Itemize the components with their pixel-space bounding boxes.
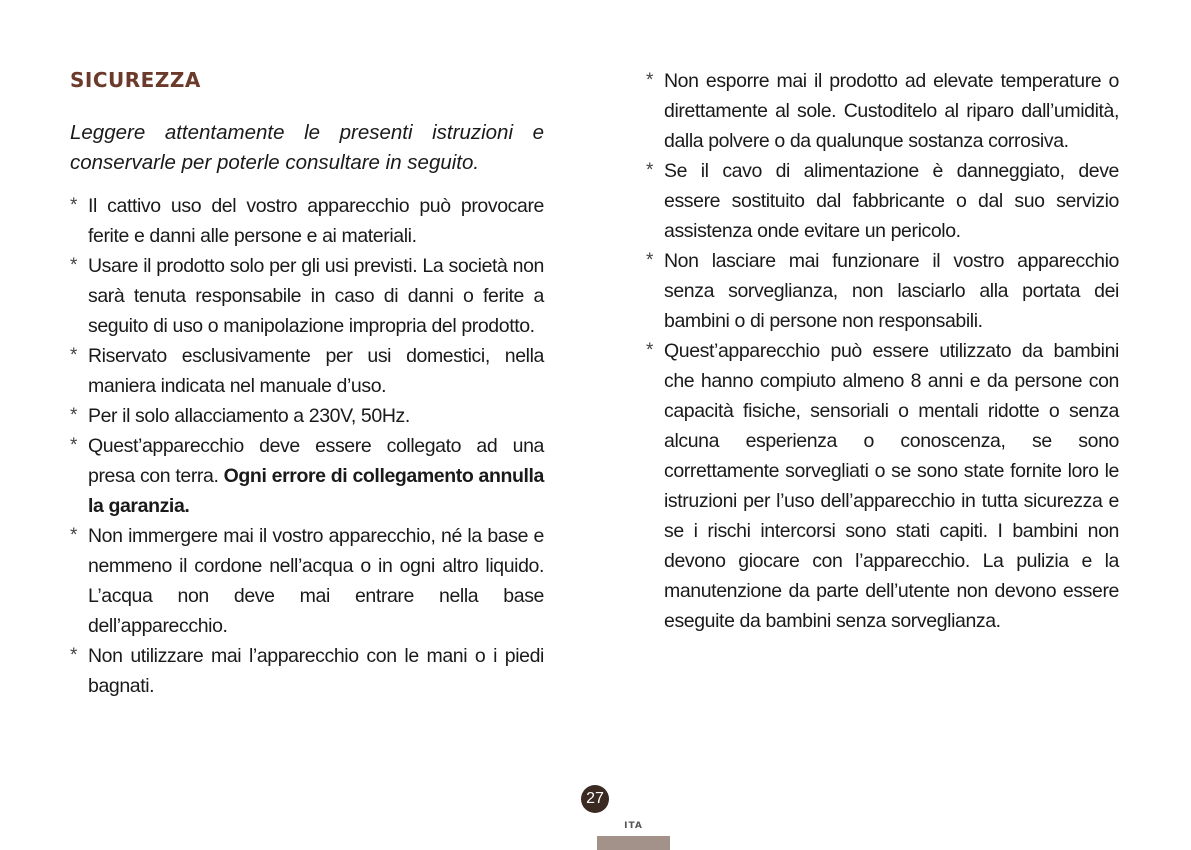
- asterisk-icon: *: [646, 250, 653, 271]
- asterisk-icon: *: [70, 345, 77, 366]
- list-item: [646, 336, 1119, 636]
- list-item: [70, 431, 544, 521]
- list-item: [646, 66, 1119, 156]
- list-item-text: Non immergere mai il vostro apparecchio, né la base e nemmeno il cordone nell’acqua o in ogni altro liquido. L’acqua non deve mai entrare nella base dell’apparecchio.: [88, 525, 544, 637]
- list-item: [70, 521, 544, 641]
- asterisk-icon: *: [70, 645, 77, 666]
- warranty-warning: Ogni errore di collegamento annulla la garanzia.: [88, 465, 545, 517]
- language-bar: [597, 836, 670, 850]
- intro-text: Leggere attentamente le presenti istruzioni e conservarle per poterle consultare in seguito.: [70, 121, 544, 174]
- page-number-badge: 27: [581, 785, 609, 813]
- list-item: [70, 401, 544, 431]
- asterisk-icon: *: [70, 195, 77, 216]
- asterisk-icon: *: [70, 435, 77, 456]
- list-item-text: Il cattivo uso del vostro apparecchio può provocare ferite e danni alle persone e ai materiali.: [88, 195, 544, 247]
- asterisk-icon: *: [646, 160, 653, 181]
- list-item: [70, 641, 544, 701]
- list-item-text: Usare il prodotto solo per gli usi previsti. La società non sarà tenuta responsabile in caso di danni o ferite a seguito di uso o manipolazione impropria del prodotto.: [88, 255, 544, 337]
- asterisk-icon: *: [70, 255, 77, 276]
- left-bullet-list: [70, 191, 544, 701]
- list-item-text: Per il solo allacciamento a 230V, 50Hz.: [88, 405, 410, 427]
- asterisk-icon: *: [70, 405, 77, 426]
- asterisk-icon: *: [646, 340, 653, 361]
- list-item: [646, 156, 1119, 246]
- list-item-text: Quest’apparecchio deve essere collegato ad una presa con terra.: [88, 435, 544, 487]
- list-item-text: Se il cavo di alimentazione è danneggiato, deve essere sostituito dal fabbricante o dal suo servizio assistenza onde evitare un pericolo.: [664, 160, 1119, 242]
- list-item: [646, 246, 1119, 336]
- list-item: [70, 341, 544, 401]
- list-item-text: Riservato esclusivamente per usi domestici, nella maniera indicata nel manuale d’uso.: [88, 345, 544, 397]
- right-bullet-list: [646, 66, 1119, 636]
- list-item-text: Non esporre mai il prodotto ad elevate temperature o direttamente al sole. Custoditelo al riparo dall’umidità, dalla polvere o da qualunque sostanza corrosiva.: [664, 70, 1119, 152]
- asterisk-icon: *: [646, 70, 653, 91]
- asterisk-icon: *: [70, 525, 77, 546]
- list-item: [70, 191, 544, 251]
- list-item: [70, 251, 544, 341]
- list-item-text: Quest’apparecchio può essere utilizzato da bambini che hanno compiuto almeno 8 anni e da persone con capacità fisiche, sensoriali o mentali ridotte o senza alcuna esperienza o conoscenza, se sono correttamente sorvegliati o se sono state fornite loro le istruzioni per l’uso dell’apparecchio in tutta sicurezza e se i rischi intercorsi sono stati capiti. I bambini non devono giocare con l’apparecchio. La pulizia e la manutenzione da parte dell’utente non devono essere eseguite da bambini senza sorveglianza.: [664, 340, 1119, 632]
- section-title: SICUREZZA: [70, 68, 201, 92]
- list-item-text: Non utilizzare mai l’apparecchio con le mani o i piedi bagnati.: [88, 645, 544, 697]
- list-item-text: Non lasciare mai funzionare il vostro apparecchio senza sorveglianza, non lasciarlo alla portata dei bambini o di persone non responsabili.: [664, 250, 1119, 332]
- language-label: ITA: [624, 821, 643, 831]
